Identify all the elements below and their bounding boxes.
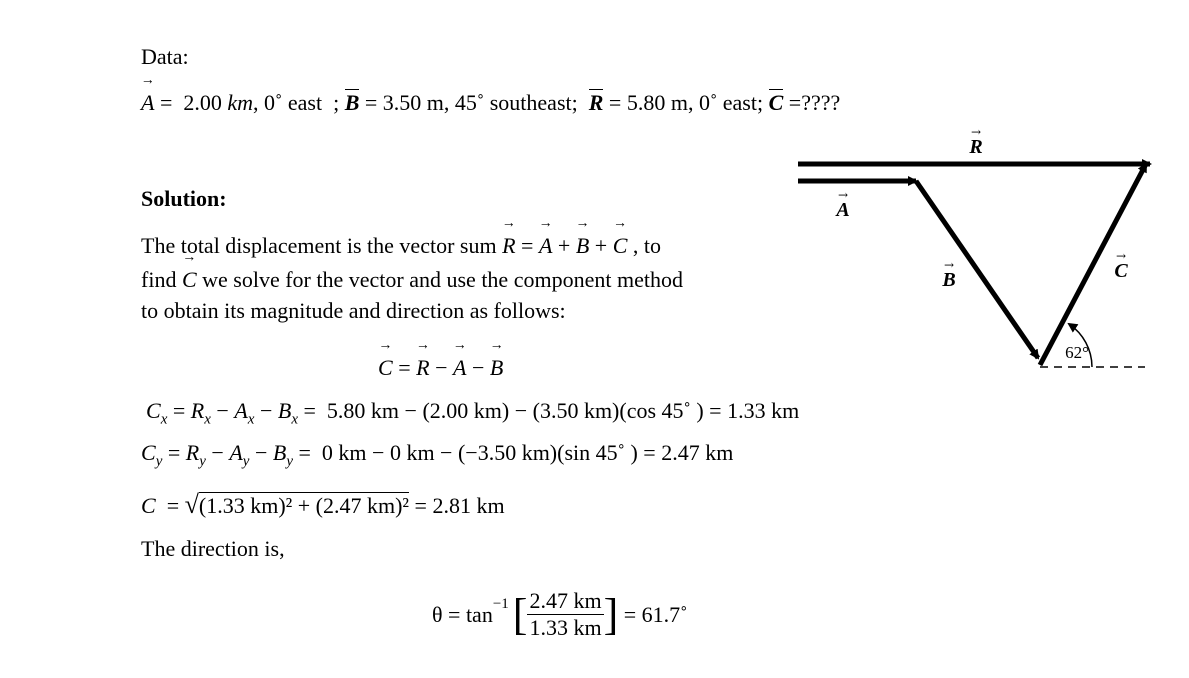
theta-numerator: 2.47 km	[529, 588, 602, 613]
vector-equation: → C = → R − → A − → B	[378, 355, 503, 381]
intro-text-2b: we solve for the vector and use the component method	[202, 267, 683, 292]
label-angle: 62°	[1065, 343, 1089, 362]
b-rest: m, 45˚ southeast;	[426, 90, 578, 115]
cy-rhs: 0 km − 0 km − (−3.50 km)(sin 45˚ ) = 2.47 km	[321, 440, 734, 465]
solution-label: Solution:	[141, 186, 227, 211]
theta-result: = 61.7˚	[623, 601, 688, 627]
theta-fraction	[527, 588, 603, 641]
label-b-arrow: →	[943, 258, 955, 272]
vector-b-symbol: B	[344, 90, 360, 115]
a-unit: km	[227, 90, 254, 115]
label-r-arrow: →	[970, 125, 982, 139]
intro-line-1: The total displacement is the vector sum → R = → A + → B + → C , to	[141, 233, 661, 259]
intro-line-3: to obtain its magnitude and direction as follows:	[141, 298, 566, 323]
label-c: C	[1114, 260, 1128, 282]
theta-denominator: 1.33 km	[529, 615, 602, 640]
intro-text-1b: , to	[632, 233, 662, 258]
data-label: Data:	[141, 44, 189, 69]
label-b: B	[942, 269, 956, 291]
c-rest: =????	[788, 90, 841, 115]
label-a: A	[836, 199, 850, 221]
vector-c-symbol: C	[768, 90, 784, 115]
bracket-right: ]	[603, 589, 619, 639]
c-radicand: (1.33 km)² + (2.47 km)²	[198, 493, 410, 518]
r-rest: m, 0˚ east;	[670, 90, 764, 115]
intro-text-1a: The total displacement is the vector sum	[141, 233, 497, 258]
cy-equation: $C_y = R_y - A_y - B_y = 0$ km − 0 km − (−3.50 km)(sin 45˚ ) = 2.47 km	[141, 440, 734, 470]
vector-diagram	[795, 120, 1165, 380]
a-direction: , 0˚ east	[253, 90, 323, 115]
intro-text-2a: find	[141, 267, 177, 292]
a-value: 2.00	[183, 90, 222, 115]
label-a-arrow: →	[837, 188, 849, 202]
bracket-left: [	[512, 589, 528, 639]
cx-equation: $C_x = R_x - A_x - B_x = 5.80$ km − (2.00 km) − (3.50 km)(cos 45˚ ) = 1.33 km	[146, 398, 800, 428]
r-value: 5.80	[626, 90, 666, 115]
c-magnitude-equation: C = √(1.33 km)² + (2.47 km)² = 2.81 km	[141, 490, 505, 519]
vector-a-symbol: → A	[141, 90, 154, 116]
sqrt-symbol: √	[184, 490, 199, 519]
b-value: 3.50	[382, 90, 422, 115]
given-line: → A = 2.00 km, 0˚ east ; B = 3.50 m, 45˚ southeast; R = 5.80 m, 0˚ east; C =????	[141, 90, 840, 116]
vector-r-symbol: R	[588, 90, 604, 115]
cx-rhs: 5.80 km − (2.00 km) − (3.50 km)(cos 45˚ ) = 1.33 km	[326, 398, 800, 423]
direction-label: The direction is,	[141, 536, 285, 561]
c-result: = 2.81 km	[414, 493, 505, 518]
theta-exp: −1	[492, 596, 509, 612]
intro-line-2: find → C we solve for the vector and use the component method	[141, 267, 683, 293]
theta-lhs: θ = tan	[432, 601, 493, 627]
theta-equation	[432, 588, 687, 641]
label-r: R	[969, 136, 983, 158]
label-c-arrow: →	[1115, 249, 1127, 263]
